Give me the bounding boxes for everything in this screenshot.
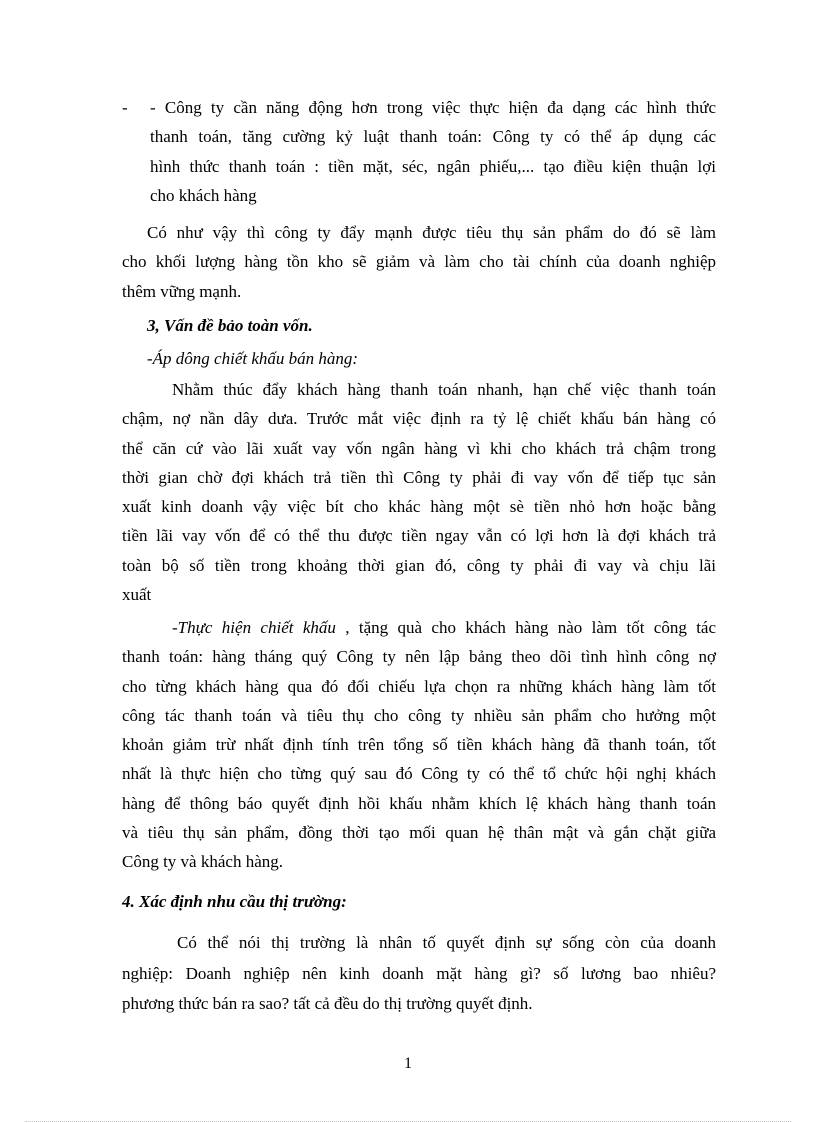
text-line: thanh toán, tăng cường kỷ luật thanh toán: Công ty có thể áp dụng các [150,127,716,147]
text-line: - Công ty cần năng động hơn trong việc thực hiện đa dạng các hình thức [150,98,716,117]
italic-lead: -Thực hiện chiết khấu [172,618,336,637]
text-line: thời gian chờ đợi khách trả tiền thì Công ty phải đi vay vốn để tiếp tục sản [122,467,716,487]
page-divider [25,1121,791,1122]
text-line: chậm, nợ nần dây dưa. Trước mắt việc định ra tỷ lệ chiết khấu bán hàng có [122,409,716,429]
text-line: Công ty và khách hàng. [122,852,283,872]
text-line [122,613,716,642]
text-line: Có như vậy thì công ty đẩy mạnh được tiêu thụ sản phẩm do đó sẽ làm [147,223,716,242]
text-line: hàng để thông báo quyết định hồi khấu nhằm khích lệ khách hàng thanh toán [122,793,716,813]
text-line: công tác thanh toán và tiêu thụ cho công ty nhiều sản phẩm cho hưởng một [122,705,716,725]
paragraph-4 [122,928,716,1020]
bullet-paragraph [150,93,716,210]
text-line: thêm vững mạnh. [122,281,242,301]
text-line: Có thể nói thị trường là nhân tố quyết định sự sống còn của doanh [177,933,716,952]
paragraph-3 [122,613,716,877]
text-line: khoản giảm trừ nhất định tính trên tổng số tiền khách hàng đã thanh toán, tốt [122,735,716,755]
text-line: hình thức thanh toán : tiền mặt, séc, ngân phiếu,... tạo điều kiện thuận lợi [150,156,716,176]
text-line: cho khối lượng hàng tồn kho sẽ giảm và làm cho tài chính của doanh nghiệp [122,252,716,272]
text-line: cho từng khách hàng qua đó đối chiếu lựa chọn ra những khách hàng làm tốt [122,676,716,696]
text-line: thể căn cứ vào lãi xuất vay vốn ngân hàng vì khi cho khách trả chậm trong [122,438,716,458]
subheading-discount: -Áp dông chiết khấu bán hàng: [147,349,359,368]
section-heading-4: 4. Xác định nhu cầu thị trường: [122,892,347,911]
page-number: 1 [404,1055,412,1072]
paragraph-1 [122,218,716,306]
text-line: Nhằm thúc đẩy khách hàng thanh toán nhanh, hạn chế việc thanh toán [172,380,716,399]
text-line: và tiêu thụ sản phẩm, đồng thời tạo mối quan hệ thân mật và gắn chặt giữa [122,823,716,843]
text-line: nghiệp: Doanh nghiệp nên kinh doanh mặt hàng gì? số lương bao nhiêu? [122,963,716,983]
text-line: xuất [122,585,152,605]
paragraph-2 [122,375,716,609]
text-line: phương thức bán ra sao? tất cả đều do thị trường quyết định. [122,994,533,1013]
text-line: tiền lãi vay vốn để có thể thu được tiền ngay vẫn có lợi hơn là đợi khách trả [122,526,716,546]
text-line: xuất kinh doanh vậy việc bít cho khác hàng một sè tiền nhỏ hơn hoặc bằng [122,497,716,517]
text-line: nhất là thực hiện cho từng quý sau đó Công ty có thể tổ chức hội nghị khách [122,764,716,784]
text-line: thanh toán: hàng tháng quý Công ty nên lập bảng theo dõi tình hình công nợ [122,647,716,667]
section-heading-3: 3, Vấn đề bảo toàn vốn. [147,316,313,335]
text-line: toàn bộ số tiền trong khoảng thời gian đó, công ty phải đi vay và chịu lãi [122,555,716,575]
bullet-marker: - [122,98,128,117]
text-line: cho khách hàng [150,185,257,205]
lead-rest: , tặng quà cho khách hàng nào làm tốt công tác [345,618,717,637]
